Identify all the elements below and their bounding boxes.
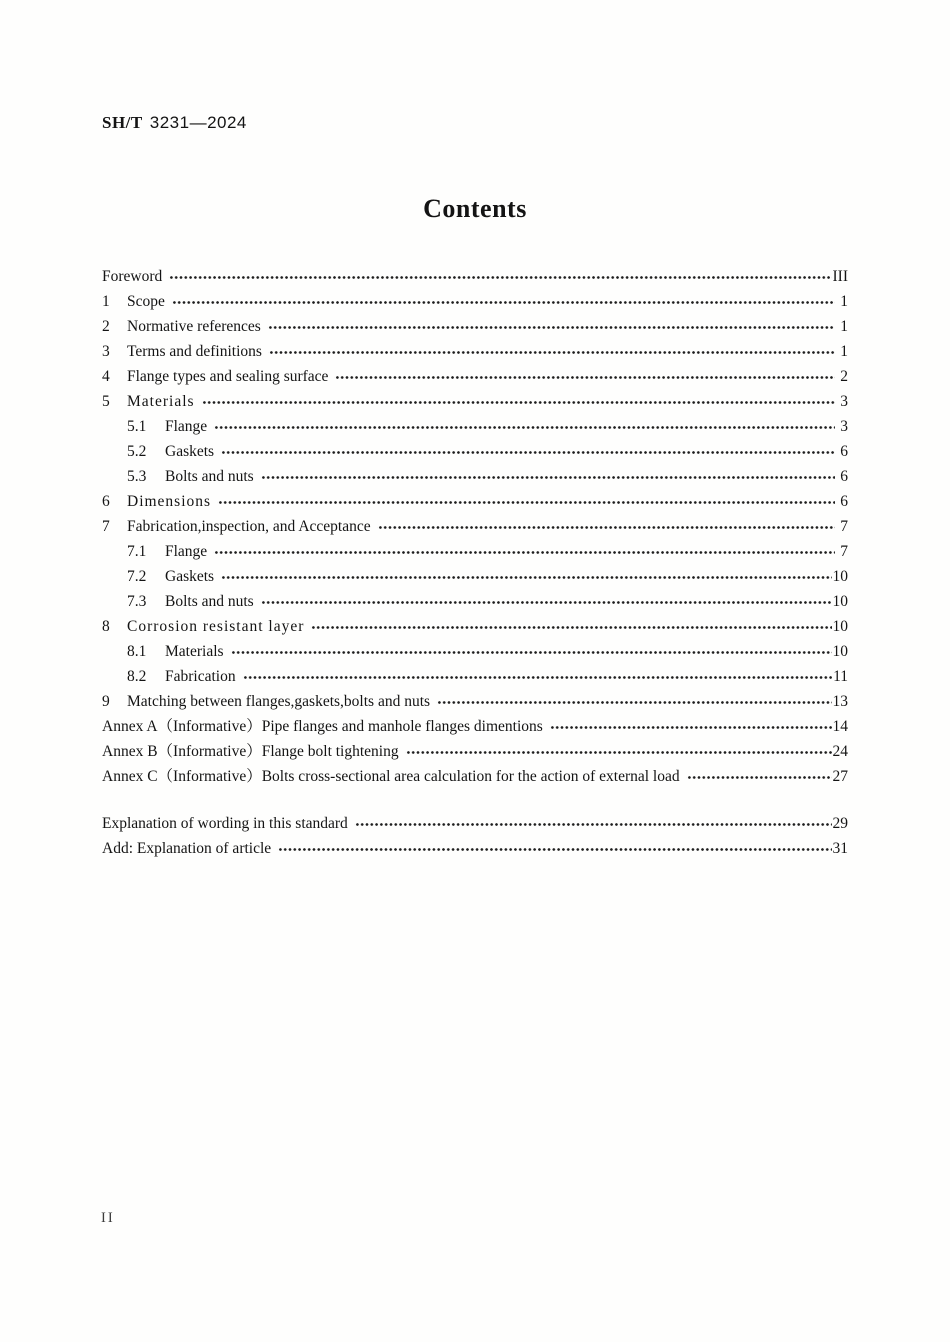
toc-entry-label: Flange [165,418,208,435]
toc-entry [102,289,848,314]
toc-leader-dots [334,364,835,389]
toc-entry-number: 8.2 [127,668,147,685]
toc-entry-page: 31 [832,840,848,857]
toc-entry-number: 8.1 [127,643,147,660]
toc-entry-number: 5.1 [127,418,147,435]
toc-leader-dots [354,811,832,836]
toc-entry-number: 1 [102,293,110,310]
table-of-contents [102,264,848,861]
toc-entry-label: Fabrication [165,668,236,685]
toc-entry-number: 7 [102,518,110,535]
toc-entry-label: Corrosion resistant layer [127,618,305,635]
toc-leader-dots [268,339,835,364]
toc-leader-dots [549,714,832,739]
toc-entry [102,764,848,789]
toc-entry-page: 1 [840,343,848,360]
toc-entry [102,364,848,389]
toc-leader-dots [405,739,832,764]
toc-entry-label: Annex B（Informative）Flange bolt tightening [102,743,399,760]
toc-entry-page: 13 [832,693,848,710]
toc-leader-dots [171,289,835,314]
toc-entry-label: Annex C（Informative）Bolts cross-sectional area calculation for the action of external load [102,768,680,785]
toc-entry [102,639,848,664]
toc-entry [102,464,848,489]
standard-code-number: 3231—2024 [149,113,247,132]
toc-entry-page: 10 [832,568,848,585]
toc-entry [102,689,848,714]
toc-leader-dots [213,539,835,564]
toc-entry-label: Flange [165,543,208,560]
toc-leader-dots [277,836,831,861]
toc-entry-number: 5.3 [127,468,147,485]
toc-leader-dots [220,564,831,589]
toc-entry-label: Explanation of wording in this standard [102,815,348,832]
toc-entry-number: 4 [102,368,110,385]
toc-entry-number: 9 [102,693,110,710]
toc-entry-label: Normative references [127,318,261,335]
toc-entry-number: 7.1 [127,543,147,560]
toc-leader-dots [260,464,835,489]
toc-entry [102,539,848,564]
toc-leader-dots [686,764,832,789]
toc-entry-number: 2 [102,318,110,335]
toc-entry [102,489,848,514]
toc-entry [102,664,848,689]
toc-entry-page: 29 [832,815,848,832]
toc-entry-label: Fabrication,inspection, and Acceptance [127,518,371,535]
toc-entry-page: 1 [840,318,848,335]
toc-entry [102,389,848,414]
toc-entry-number: 8 [102,618,110,635]
toc-leader-dots [260,589,832,614]
toc-entry [102,589,848,614]
toc-entry-page: 6 [840,493,848,510]
toc-entry-page: III [832,268,848,285]
toc-entry [102,714,848,739]
toc-entry [102,414,848,439]
toc-leader-dots [267,314,835,339]
toc-leader-dots [213,414,835,439]
toc-entry-label: Bolts and nuts [165,468,254,485]
toc-entry-page: 11 [833,668,848,685]
toc-entry-page: 10 [832,593,848,610]
toc-entry-page: 1 [840,293,848,310]
toc-entry [102,564,848,589]
toc-leader-dots [310,614,831,639]
toc-leader-dots [377,514,835,539]
toc-entry [102,739,848,764]
toc-entry-number: 3 [102,343,110,360]
toc-entry-number: 5 [102,393,110,410]
toc-entry [102,614,848,639]
toc-leader-dots [201,389,835,414]
toc-entry-label: Terms and definitions [127,343,262,360]
toc-entry-label: Gaskets [165,443,215,460]
toc-entry-page: 3 [840,393,848,410]
toc-entry-page: 2 [840,368,848,385]
toc-entry-page: 6 [840,468,848,485]
toc-entry-label: Matching between flanges,gaskets,bolts and nuts [127,693,431,710]
toc-entry [102,314,848,339]
standard-code [102,113,247,133]
toc-entry-page: 10 [832,643,848,660]
standard-code-prefix: SH/T [102,113,143,132]
toc-entry-number: 7.2 [127,568,147,585]
toc-entry-page: 24 [832,743,848,760]
toc-entry-number: 6 [102,493,110,510]
toc-entry-label: Dimensions [127,493,212,510]
toc-entry-label: Bolts and nuts [165,593,254,610]
toc-entry-label: Flange types and sealing surface [127,368,329,385]
toc-entry-page: 7 [840,518,848,535]
toc-entry-label: Materials [165,643,224,660]
toc-entry [102,264,848,289]
toc-entry-number: 5.2 [127,443,147,460]
toc-entry-label: Annex A（Informative）Pipe flanges and manhole flanges dimentions [102,718,543,735]
toc-leader-dots [168,264,831,289]
toc-entry [102,439,848,464]
toc-entry-label: Gaskets [165,568,215,585]
page-number: II [101,1210,115,1226]
page-title: Contents [423,194,527,223]
toc-entry-page: 14 [832,718,848,735]
toc-entry-page: 3 [840,418,848,435]
toc-entry [102,836,848,861]
toc-entry [102,339,848,364]
toc-leader-dots [220,439,835,464]
toc-leader-dots [242,664,832,689]
toc-entry-number: 7.3 [127,593,147,610]
toc-leader-dots [436,689,831,714]
toc-entry-label: Materials [127,393,195,410]
toc-entry-page: 6 [840,443,848,460]
toc-leader-dots [217,489,835,514]
toc-entry-page: 10 [832,618,848,635]
toc-entry [102,514,848,539]
toc-entry-page: 7 [840,543,848,560]
toc-entry-label: Add: Explanation of article [102,840,272,857]
toc-entry-label: Foreword [102,268,163,285]
toc-entry-page: 27 [832,768,848,785]
toc-entry [102,811,848,836]
toc-leader-dots [230,639,832,664]
toc-entry-label: Scope [127,293,165,310]
